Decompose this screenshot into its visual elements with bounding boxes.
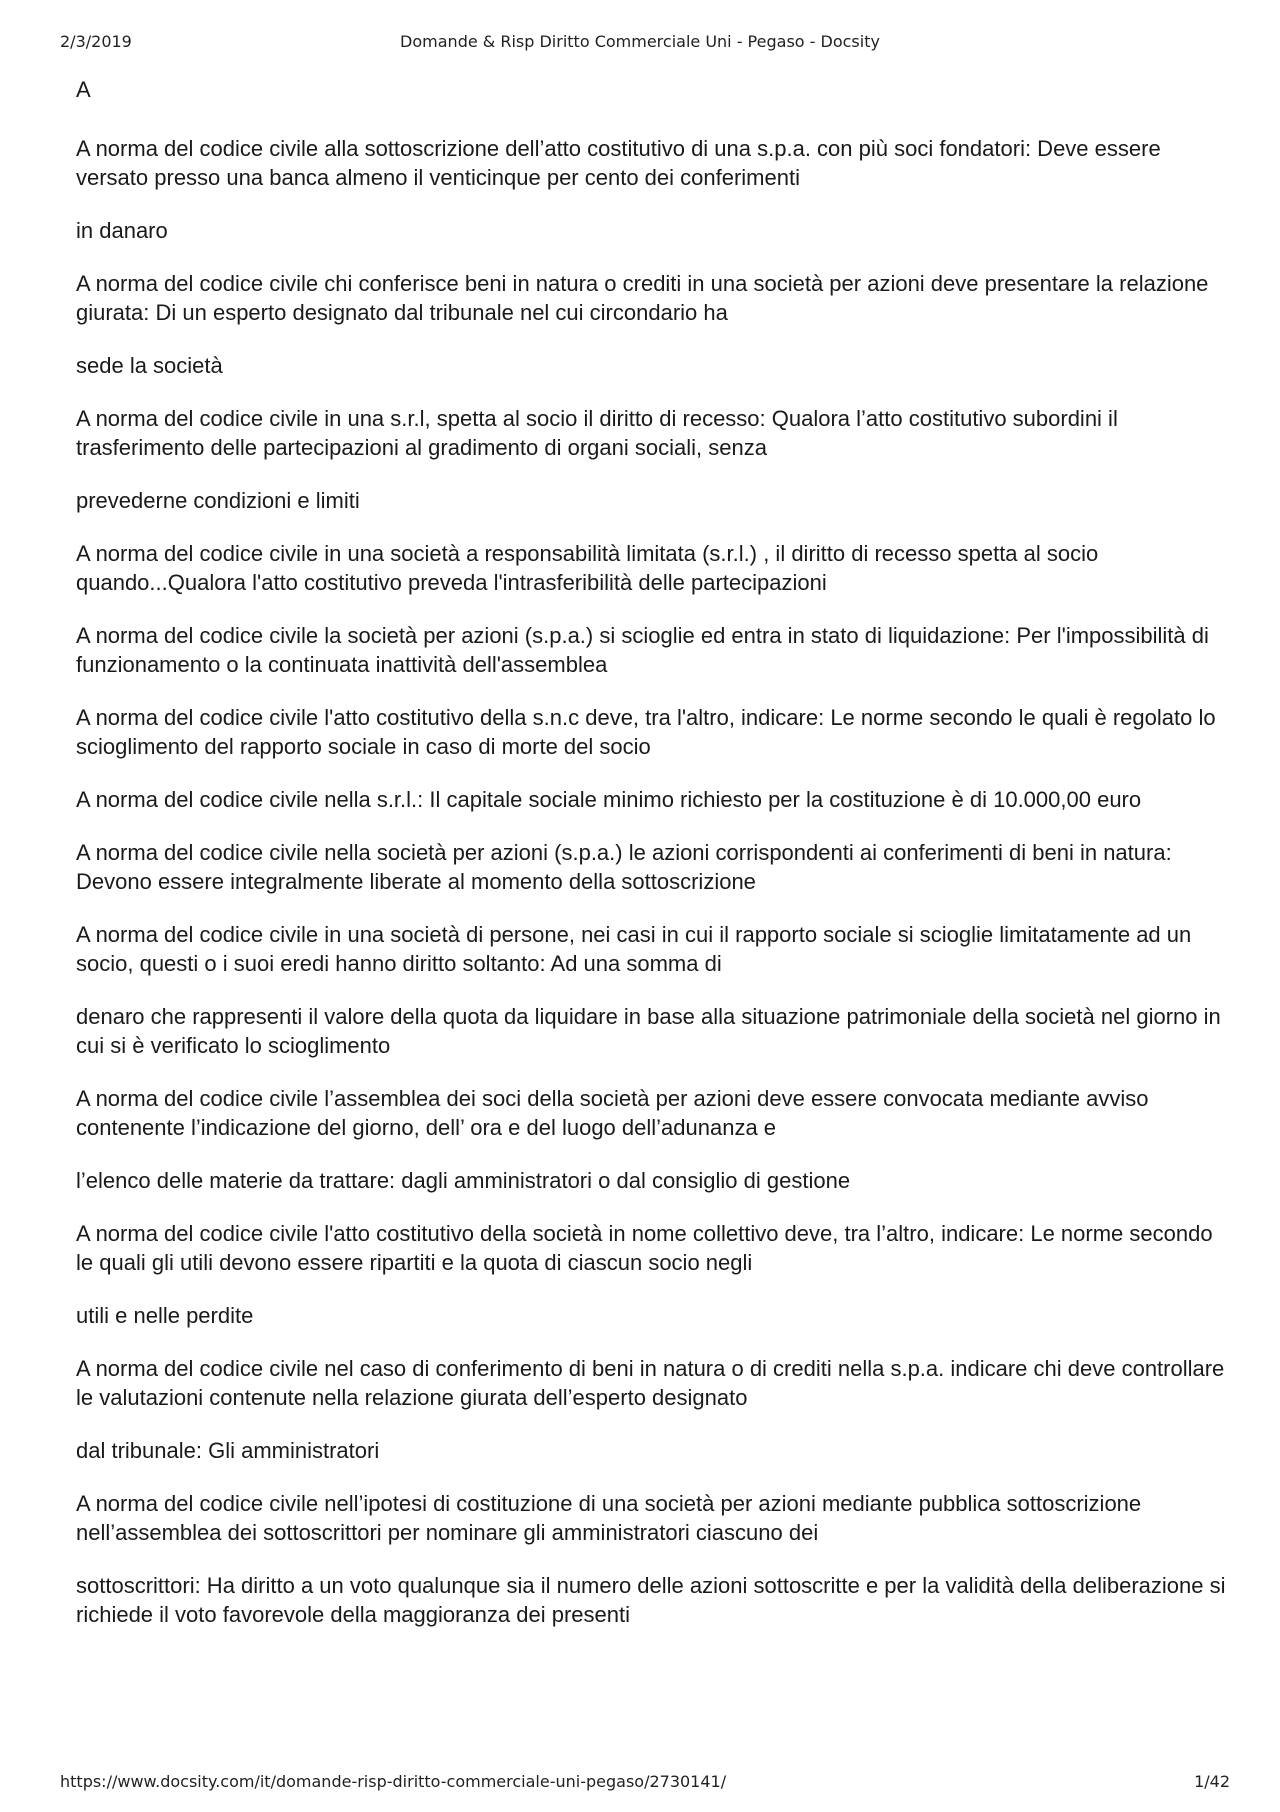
paragraph: sede la società [76, 353, 223, 378]
source-url-link[interactable]: https://www.docsity.com/it/domande-risp-diritto-commerciale-uni-pegaso/2730141/ [60, 1772, 727, 1791]
paragraph: A norma del codice civile in una s.r.l, spetta al socio il diritto di recesso: Qualora l’atto costitutivo subordini il trasferimento delle partecipazioni al gradimento di organi sociali, senza [76, 406, 1118, 460]
paragraph-list [76, 134, 1226, 1629]
paragraph: A norma del codice civile chi conferisce beni in natura o crediti in una società per azioni deve presentare la relazione giurata: Di un esperto designato dal tribunale nel cui circondario ha [76, 271, 1209, 325]
paragraph: A norma del codice civile nel caso di conferimento di beni in natura o di crediti nella s.p.a. indicare chi deve controllare le valutazioni contenute nella relazione giurata dell’esperto designato [76, 1356, 1225, 1410]
document-body [76, 75, 1226, 1653]
paragraph: A norma del codice civile nella società per azioni (s.p.a.) le azioni corrispondenti ai conferimenti di beni in natura: Devono essere integralmente liberate al momento della sottoscrizione [76, 840, 1172, 894]
paragraph: A norma del codice civile alla sottoscrizione dell’atto costitutivo di una s.p.a. con più soci fondatori: Deve essere versato presso una banca almeno il venticinque per cento dei conferimenti [76, 136, 1161, 190]
paragraph: A norma del codice civile l'atto costitutivo della s.n.c deve, tra l'altro, indicare: Le norme secondo le quali è regolato lo scioglimento del rapporto sociale in caso di morte del socio [76, 705, 1216, 759]
print-header [0, 0, 1280, 60]
paragraph: A norma del codice civile nella s.r.l.: Il capitale sociale minimo richiesto per la costituzione è di 10.000,00 euro [76, 787, 1142, 812]
paragraph: in danaro [76, 218, 168, 243]
print-footer [0, 1760, 1280, 1800]
section-letter: A [76, 77, 91, 102]
paragraph: A norma del codice civile l'atto costitutivo della società in nome collettivo deve, tra l’altro, indicare: Le norme secondo le quali gli utili devono essere ripartiti e la quota di ciascun socio negli [76, 1221, 1213, 1275]
paragraph: A norma del codice civile in una società di persone, nei casi in cui il rapporto sociale si scioglie limitatamente ad un socio, questi o i suoi eredi hanno diritto soltanto: Ad una somma di [76, 922, 1192, 976]
paragraph: A norma del codice civile in una società a responsabilità limitata (s.r.l.) , il diritto di recesso spetta al socio quando...Qualora l'atto costitutivo preveda l'intrasferibilità delle partecipazioni [76, 541, 1099, 595]
paragraph: sottoscrittori: Ha diritto a un voto qualunque sia il numero delle azioni sottoscritte e per la validità della deliberazione si richiede il voto favorevole della maggioranza dei presenti [76, 1573, 1226, 1627]
page-number: 1/42 [1194, 1772, 1230, 1791]
paragraph: l’elenco delle materie da trattare: dagli amministratori o dal consiglio di gestione [76, 1168, 851, 1193]
paragraph: utili e nelle perdite [76, 1303, 254, 1328]
paragraph: prevederne condizioni e limiti [76, 488, 360, 513]
paragraph: dal tribunale: Gli amministratori [76, 1438, 380, 1463]
paragraph: denaro che rappresenti il valore della quota da liquidare in base alla situazione patrimoniale della società nel giorno in cui si è verificato lo scioglimento [76, 1004, 1221, 1058]
paragraph: A norma del codice civile la società per azioni (s.p.a.) si scioglie ed entra in stato di liquidazione: Per l'impossibilità di funzionamento o la continuata inattività dell'assemblea [76, 623, 1209, 677]
paragraph: A norma del codice civile nell’ipotesi di costituzione di una società per azioni mediante pubblica sottoscrizione nell’assemblea dei sottoscrittori per nominare gli amministratori ciascuno dei [76, 1491, 1142, 1545]
paragraph: A norma del codice civile l’assemblea dei soci della società per azioni deve essere convocata mediante avviso contenente l’indicazione del giorno, dell’ ora e del luogo dell’adunanza e [76, 1086, 1149, 1140]
document-title: Domande & Risp Diritto Commerciale Uni - Pegaso - Docsity [400, 32, 880, 51]
print-date: 2/3/2019 [60, 32, 132, 51]
